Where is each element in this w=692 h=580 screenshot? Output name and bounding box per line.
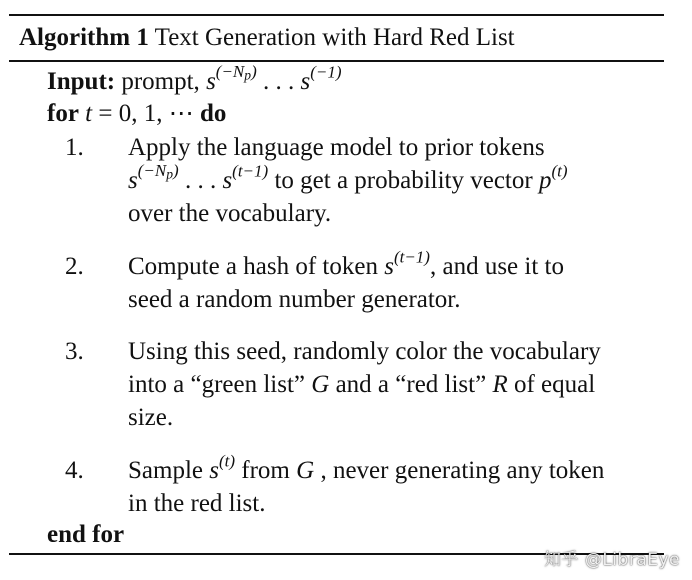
algorithm-box <box>9 14 664 555</box>
step-1-number: 1. <box>65 134 84 161</box>
for-range: = 0, 1, ⋯ <box>98 100 194 127</box>
step-1-line-2: $s^{(-N_p)}$ . . . $s^{(t-1)}$ to get a probability vector $p^{(t)}$ <box>128 161 568 194</box>
caption-rule <box>9 60 664 62</box>
step-2-number: 2. <box>65 253 84 280</box>
input-math: $s^{(-N_p)}$ . . . $s^{(-1)}$ <box>206 62 342 95</box>
step-1-text <box>128 131 668 230</box>
input-line <box>47 62 342 98</box>
step-2-line-1: Compute a hash of token $s^{(t-1)}$, and use it to <box>128 247 564 280</box>
step-3-line-1: Using this seed, randomly color the vocabulary <box>128 338 601 365</box>
algorithm-caption <box>19 23 515 53</box>
step-1-line-3: over the vocabulary. <box>128 200 332 227</box>
step-4-number: 4. <box>65 457 84 484</box>
step-4-line-2: in the red list. <box>128 490 266 517</box>
step-2-line-2: seed a random number generator. <box>128 286 461 313</box>
step-4-line-1: Sample $s^{(t)}$ from G , never generating any token <box>128 451 605 484</box>
loop-variable: t <box>85 100 93 127</box>
for-keyword: for <box>47 100 79 127</box>
end-for-line: end for <box>47 521 125 548</box>
input-keyword: Input: <box>47 68 116 95</box>
algorithm-title: Text Generation with Hard Red List <box>154 24 515 51</box>
step-3-number: 3. <box>65 338 84 365</box>
do-keyword: do <box>199 100 227 127</box>
top-rule <box>9 14 664 16</box>
input-text: prompt, <box>121 68 207 95</box>
step-1-line-1: Apply the language model to prior tokens <box>128 134 545 161</box>
step-3-line-2: into a “green list” G and a “red list” R of equal <box>128 371 596 398</box>
step-2-text <box>128 247 668 316</box>
watermark: 知乎 @LibraEye <box>543 550 680 570</box>
step-4-text <box>128 451 668 520</box>
for-line <box>47 98 226 130</box>
step-3-line-3: size. <box>128 404 174 431</box>
algorithm-label: Algorithm 1 <box>19 24 149 51</box>
step-3-text <box>128 335 668 434</box>
